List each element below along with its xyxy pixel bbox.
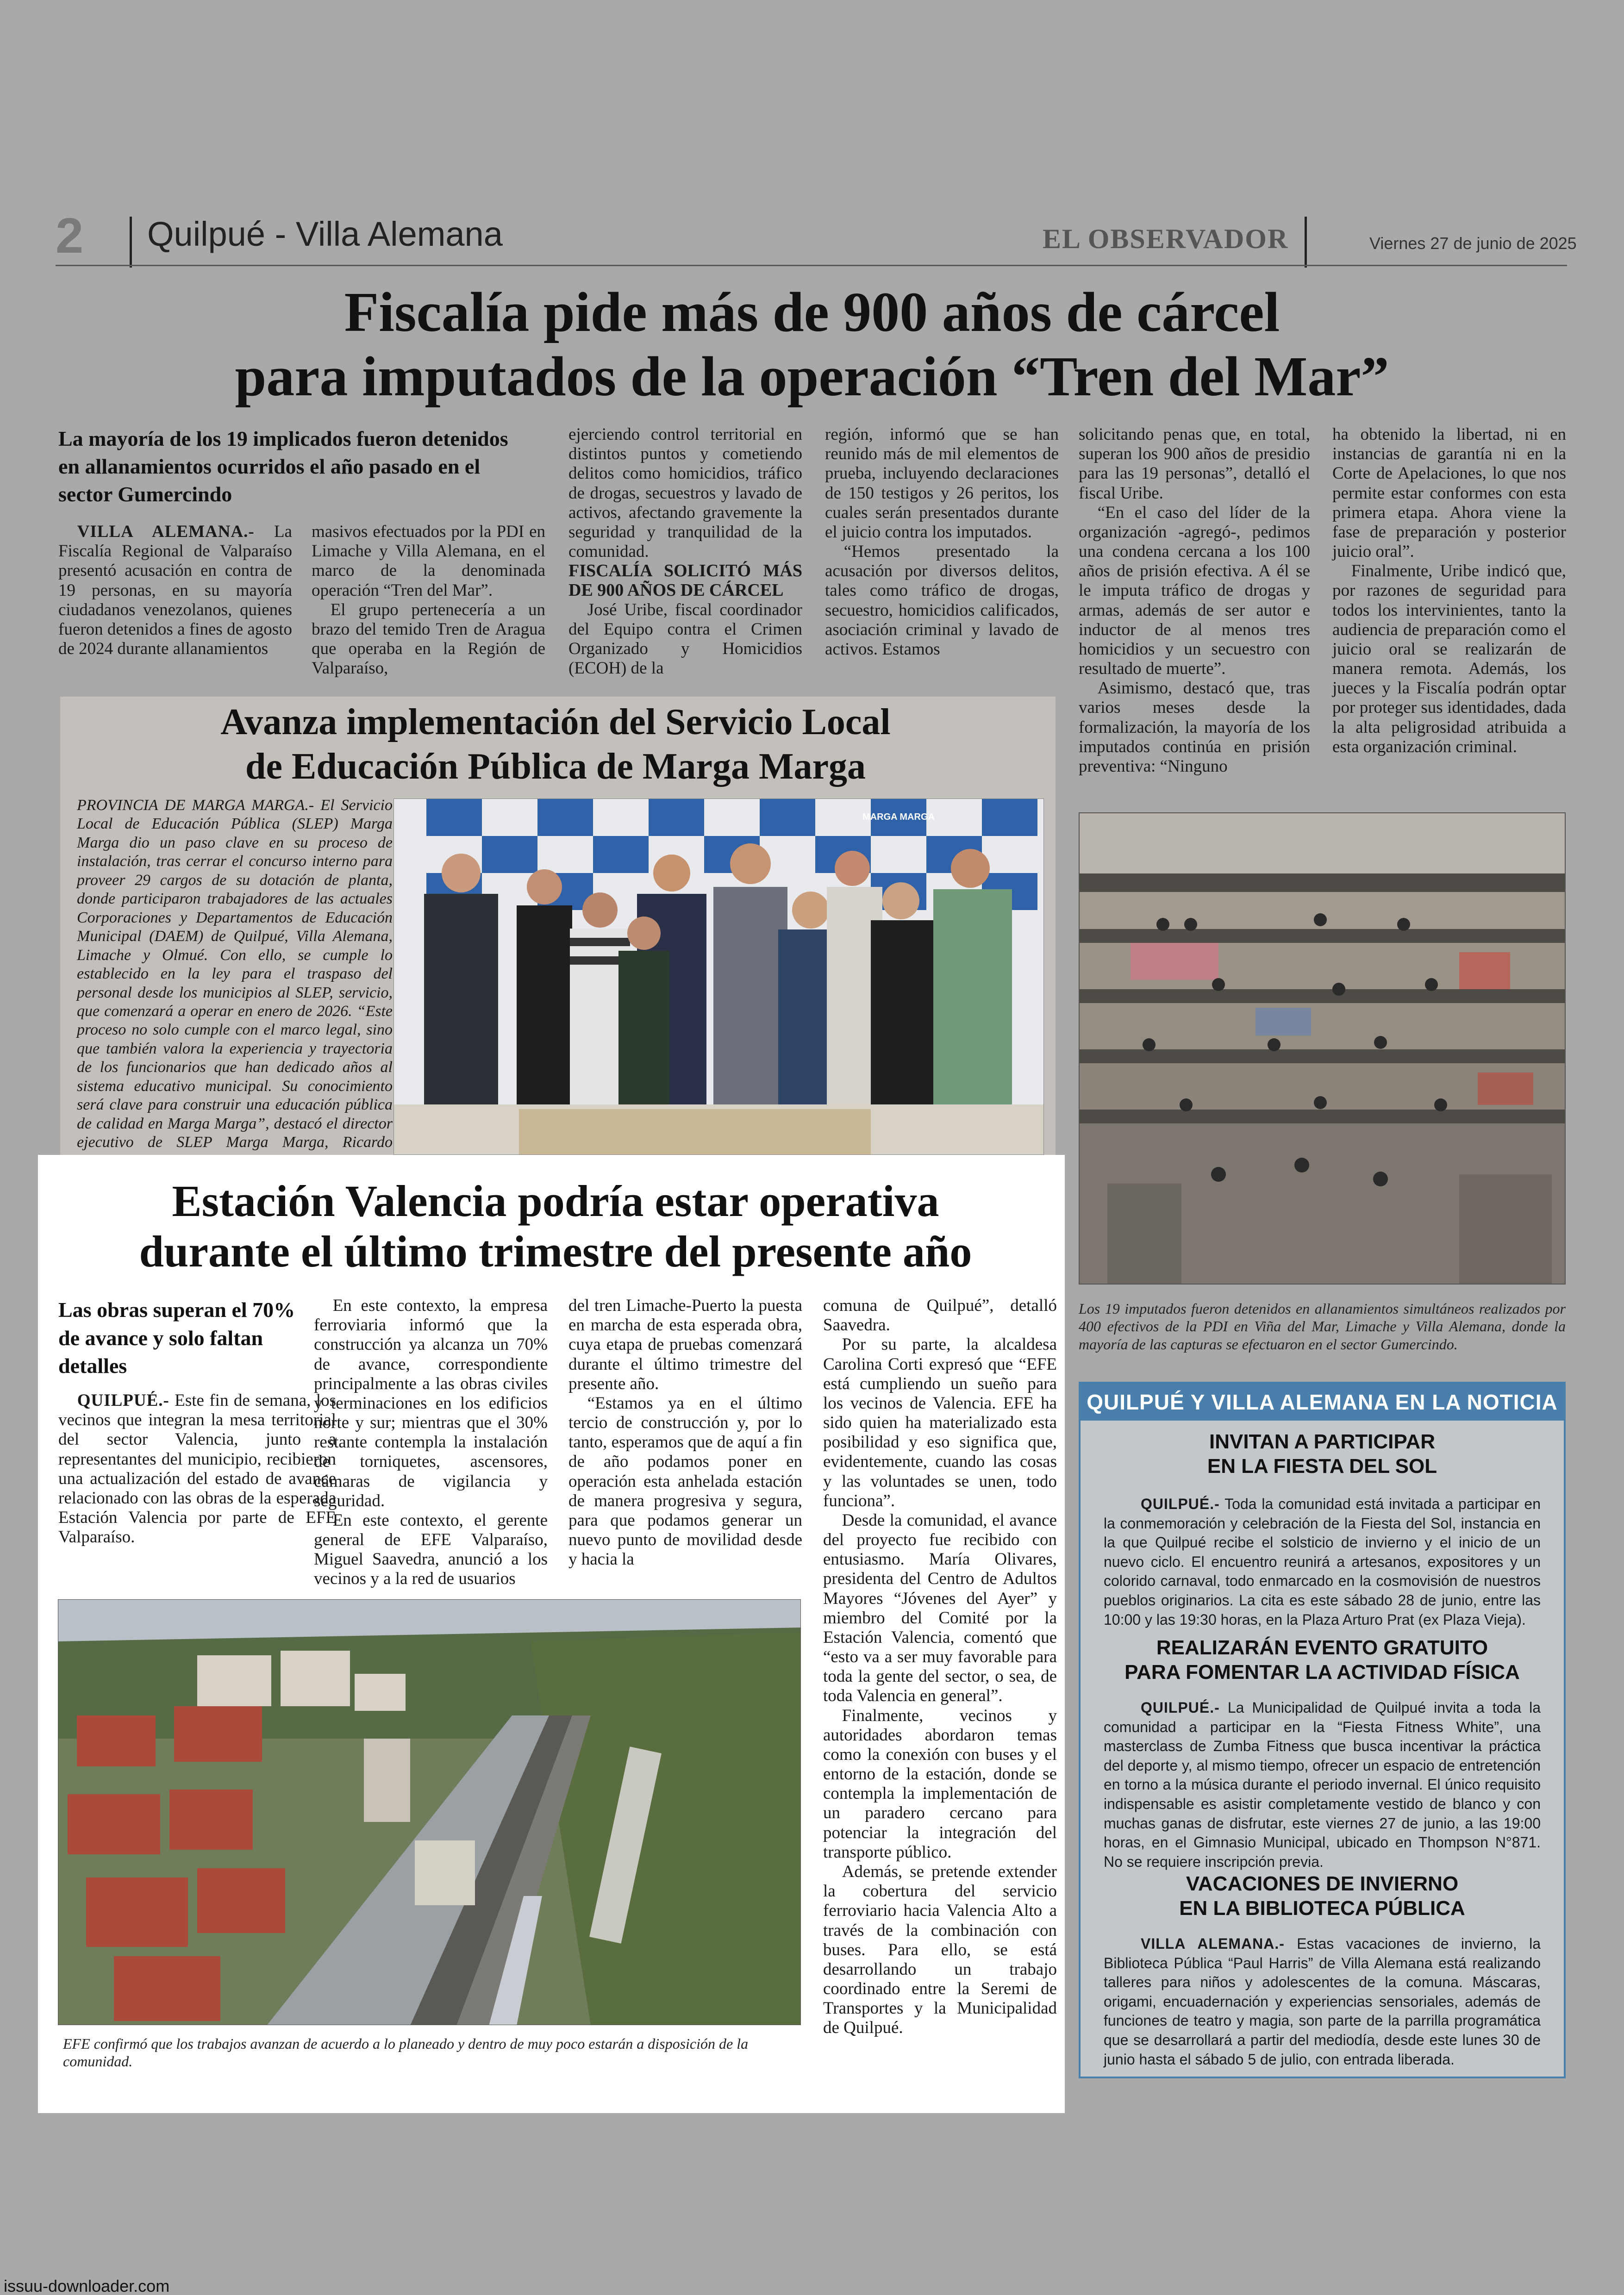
slep-headline-line1: Avanza implementación del Servicio Local: [220, 702, 891, 742]
valencia-headline-line2: durante el último trimestre del presente año: [139, 1227, 972, 1277]
sidebar-item3-title-line1: VACACIONES DE INVIERNO: [1186, 1872, 1459, 1895]
main-col6-p2: Finalmente, Uribe indicó que, por razones de seguridad para todos los intervinientes, tanto la audiencia de preparación como el juicio oral se realizarán de manera remota. Además, los jueces y la Fiscalía podrán optar por proteger sus identidades, dada la alta peligrosidad atribuida a esta organización criminal.: [1332, 561, 1566, 756]
valencia-col-1: [58, 1391, 336, 1547]
sidebar-item1-title-line1: INVITAN A PARTICIPAR: [1209, 1430, 1436, 1453]
main-subhead: FISCALÍA SOLICITÓ MÁS DE 900 AÑOS DE CÁRCEL: [568, 561, 802, 600]
main-col2-p2: El grupo pertenecería a un brazo del temido Tren de Aragua que operaba en la Región de Valparaíso,: [312, 600, 545, 678]
valencia-col2-p2: En este contexto, el gerente general de EFE Valparaíso, Miguel Saavedra, anunció a los vecinos y a la red de usuarios: [314, 1510, 548, 1589]
valencia-col4-p4: Finalmente, vecinos y autoridades abordaron temas como la conexión con buses y el entorno de la estación, donde se contempla la implementación de un paradero cercano para potenciar la integración del transporte público.: [823, 1706, 1057, 1862]
issue-date: Viernes 27 de junio de 2025: [1369, 234, 1577, 253]
main-lede: La mayoría de los 19 implicados fueron detenidos en allanamientos ocurridos el año pasado en el sector Gumercindo: [58, 427, 508, 506]
sidebar-item3-dateline: VILLA ALEMANA.-: [1141, 1935, 1285, 1952]
news-sidebar: [1079, 1382, 1566, 2078]
main-col2-p1: masivos efectuados por la PDI en Limache y Villa Alemana, en el marco de la denominada operación “Tren del Mar”.: [312, 522, 545, 600]
sidebar-item2-title: [1090, 1636, 1555, 1685]
sidebar-item1-dateline: QUILPUÉ.-: [1141, 1496, 1220, 1512]
header-divider: [130, 217, 132, 268]
main-dateline: VILLA ALEMANA.-: [77, 522, 255, 541]
valencia-col4-p3: Desde la comunidad, el avance del proyecto fue recibido con entusiasmo. María Olivares, presidenta del Centro de Adultos Mayores “Jóvenes del Ayer” y miembro del Comité por la Estación Valencia, comentó que “esto va a ser muy favorable para toda la gente del sector, o sea, de toda Valencia en general”.: [823, 1510, 1057, 1706]
sidebar-item3-text: [1104, 1934, 1541, 2069]
main-col-6: [1332, 425, 1566, 757]
main-col5-p3: Asimismo, destacó que, tras varios meses desde la formalización, la mayoría de los imputados continúa en prisión preventiva: “Ninguno: [1079, 679, 1310, 776]
sidebar-item2-title-line2: PARA FOMENTAR LA ACTIVIDAD FÍSICA: [1124, 1660, 1520, 1684]
sidebar-item1-title: [1090, 1430, 1555, 1479]
main-headline: [111, 280, 1513, 409]
sidebar-item1-text: [1104, 1495, 1541, 1629]
main-col3-p2: José Uribe, fiscal coordinador del Equipo contra el Crimen Organizado y Homicidios (ECOH) de la: [568, 600, 802, 678]
main-col-5: [1079, 425, 1310, 776]
main-headline-line2: para imputados de la operación “Tren del Mar”: [235, 345, 1389, 408]
main-col-4: [825, 425, 1059, 659]
main-col3-p1: ejerciendo control territorial en distintos puntos y cometiendo delitos como homicidios, tráfico de drogas, secuestros y lavado de activos, afectando gravemente la seguridad y tranquilidad de la comunidad.: [568, 425, 802, 561]
sidebar-item3-title-line2: EN LA BIBLIOTECA PÚBLICA: [1179, 1896, 1465, 1920]
valencia-headline-line1: Estación Valencia podría estar operativa: [172, 1176, 939, 1226]
slep-headline: [65, 700, 1046, 789]
main-col4-p2: “Hemos presentado la acusación por diversos delitos, tales como tráfico de drogas, secuestro, homicidios calificados, asociación criminal y lavado de activos. Estamos: [825, 542, 1059, 659]
main-col5-p2: “En el caso del líder de la organización -agregó-, pedimos una condena cercana a los 100 años de prisión efectiva. A él se le imputa tráfico de drogas y armas, además de ser autor e inductor de al menos tres homicidios y un secuestro con resultado de muerte”.: [1079, 503, 1310, 679]
sidebar-item1-title-line2: EN LA FIESTA DEL SOL: [1207, 1454, 1437, 1478]
main-col-2: [312, 522, 545, 678]
main-col-1: [58, 522, 292, 659]
sidebar-item2-title-line1: REALIZARÁN EVENTO GRATUITO: [1156, 1636, 1488, 1659]
download-watermark[interactable]: issuu-downloader.com: [4, 2276, 170, 2295]
header-rule: [56, 265, 1567, 266]
sidebar-banner: QUILPUÉ Y VILLA ALEMANA EN LA NOTICIA: [1081, 1384, 1564, 1421]
valencia-col4-p5: Además, se pretende extender la cobertura del servicio ferroviario hacia Valencia Alto a través de la combinación con buses. Para ello, se está desarrollando un trabajo coordinado entre la Seremi de Transportes y la Municipalidad de Quilpué.: [823, 1862, 1057, 2038]
slep-article-text: PROVINCIA DE MARGA MARGA.- El Servicio Local de Educación Pública (SLEP) Marga Marga dio un paso clave en su proceso de instalación, tras cerrar el concurso interno para proveer 29 cargos de su dotación de planta, donde participaron trabajadores de las actuales Corporaciones y Departamentos de Educación Municipal (DAEM) de Quilpué, Villa Alemana, Limache y Olmué. Con ello, se cumple lo establecido en la ley para el traspaso del personal desde los municipios al SLEP, servicio, que comenzará a operar en enero de 2026. “Este proceso no solo cumple con el marco legal, sino que también valora la experiencia y trayectoria de los funcionarios que han dedicado años al sistema educativo municipal. Su conocimiento será clave para construir una educación pública de calidad en Marga Marga”, destacó el director ejecutivo de SLEP Marga Marga, Ricardo: [77, 797, 393, 1151]
main-col1-text: La Fiscalía Regional de Valparaíso presentó acusación en contra de 19 personas, en su mayoría ciudadanos venezolanos, quienes fueron detenidos a fines de agosto de 2024 durante allanamientos: [58, 522, 292, 659]
valencia-col2-p1: En este contexto, la empresa ferroviaria informó que la construcción ya alcanza un 70% de avance, correspondiente principalmente a las obras civiles y terminaciones en los edificios norte y sur; mientras que el 30% restante contempla la instalación de torniquetes, ascensores, cámaras de vigilancia y seguridad.: [314, 1296, 548, 1510]
station-photo: [58, 1599, 801, 2025]
raid-photo: [1079, 812, 1566, 1285]
main-col-3: [568, 425, 802, 678]
valencia-dateline: QUILPUÉ.-: [77, 1391, 169, 1410]
station-photo-caption: EFE confirmó que los trabajos avanzan de acuerdo a lo planeado y dentro de muy poco estarán a disposición de la comunidad.: [63, 2035, 749, 2070]
valencia-col3-p1: del tren Limache-Puerto la puesta en marcha de esta esperada obra, cuya etapa de pruebas comenzará durante el último trimestre del presente año.: [568, 1296, 802, 1393]
valencia-col3-p2: “Estamos ya en el último tercio de construcción y, por lo tanto, esperamos que de aquí a fin de año podamos poner en operación esta anhelada estación de manera progresiva y segura, para que podamos generar un nuevo punto de movilidad desde y hacia la: [568, 1393, 802, 1569]
page-number: 2: [56, 207, 84, 263]
masthead: EL OBSERVADOR: [1043, 224, 1289, 254]
sidebar-item3-title: [1090, 1872, 1555, 1921]
backdrop-logo: MARGA MARGA: [862, 812, 935, 822]
main-col6-p1: ha obtenido la libertad, ni en instancias de garantía ni en la Corte de Apelaciones, lo que nos permite estar conformes con esta primera etapa. Ahora viene la fase de preparación y posterior juicio oral”.: [1332, 425, 1566, 561]
valencia-col-4: [823, 1296, 1057, 2038]
main-col4-p1: región, informó que se han reunido más de mil elementos de prueba, incluyendo declaraciones de 150 testigos y 26 peritos, los cuales serán presentados durante el juicio contra los imputados.: [825, 425, 1059, 542]
raid-photo-caption: Los 19 imputados fueron detenidos en allanamientos simultáneos realizados por 400 efectivos de la PDI en Viña del Mar, Limache y Villa Alemana, donde la mayoría de las capturas se efectuaron en el sector Gumercindo.: [1079, 1300, 1566, 1353]
sidebar-item2-text: [1104, 1698, 1541, 1871]
valencia-col4-p1: comuna de Quilpué”, detalló Saavedra.: [823, 1296, 1057, 1335]
valencia-col4-p2: Por su parte, la alcaldesa Carolina Corti expresó que “EFE está cumpliendo un sueño para los vecinos de Valencia. EFE ha sido quien ha materializado esta posibilidad y eso significa que, evidentemente, cuando las cosas y las voluntades se unen, todo funciona”.: [823, 1335, 1057, 1510]
sidebar-item2-body: La Municipalidad de Quilpué invita a toda la comunidad a participar en la “Fiesta Fitness White”, una masterclass de Zumba Fitness que busca incentivar la práctica del deporte y, al mismo tiempo, ofrecer un espacio de entretención en torno a la música durante el periodo invernal. El único requisito indispensable es asistir completamente vestido de blanco y con muchas ganas de disfrutar, este viernes 27 de junio, a las 19:00 horas, en el Gimnasio Municipal, ubicado en Thompson N°871. No se requiere inscripción previa.: [1104, 1699, 1541, 1870]
main-headline-line1: Fiscalía pide más de 900 años de cárcel: [344, 281, 1280, 343]
sidebar-item3-body: Estas vacaciones de invierno, la Biblioteca Pública “Paul Harris” de Villa Alemana está realizando talleres para niños y adolescentes de la comuna. Máscaras, origami, encuadernación y experiencias sensoriales, además de funciones de teatro y magia, son parte de la parrilla programática que se desarrollará a partir del mediodía, desde este lunes 30 de junio hasta el sábado 5 de julio, con entrada liberada.: [1104, 1935, 1541, 2068]
valencia-headline: [56, 1176, 1056, 1277]
valencia-lede: Las obras superan el 70% de avance y solo faltan detalles: [58, 1298, 295, 1378]
valencia-col-2: [314, 1296, 548, 1589]
header-divider-right: [1305, 217, 1307, 268]
slep-headline-line2: de Educación Pública de Marga Marga: [245, 746, 866, 787]
section-title: Quilpué - Villa Alemana: [147, 215, 503, 253]
sidebar-item2-dateline: QUILPUÉ.-: [1141, 1699, 1220, 1716]
valencia-col1-text: Este fin de semana, los vecinos que integran la mesa territorial del sector Valencia, junto a representantes del municipio, recibieron una actualización del estado de avance relacionado con las obras de la esperada Estación Valencia por parte de EFE Valparaíso.: [58, 1391, 336, 1547]
sidebar-item1-body: Toda la comunidad está invitada a participar en la conmemoración y celebración de la Fiesta del Sol, instancia en la que Quilpué recibe el solsticio de invierno y el inicio de un nuevo ciclo. El encuentro reunirá a artesanos, expositores y un colorido carnaval, todo enmarcado en la cosmovisión de nuestros pueblos originarios. La cita es este sábado 28 de junio, entre las 10:00 y las 19:30 horas, en la Plaza Arturo Prat (ex Plaza Vieja).: [1104, 1496, 1541, 1628]
main-col5-p1: solicitando penas que, en total, superan los 900 años de presidio para las 19 personas”, detalló el fiscal Uribe.: [1079, 425, 1310, 503]
slep-group-photo: [394, 798, 1044, 1155]
valencia-col-3: [568, 1296, 802, 1569]
